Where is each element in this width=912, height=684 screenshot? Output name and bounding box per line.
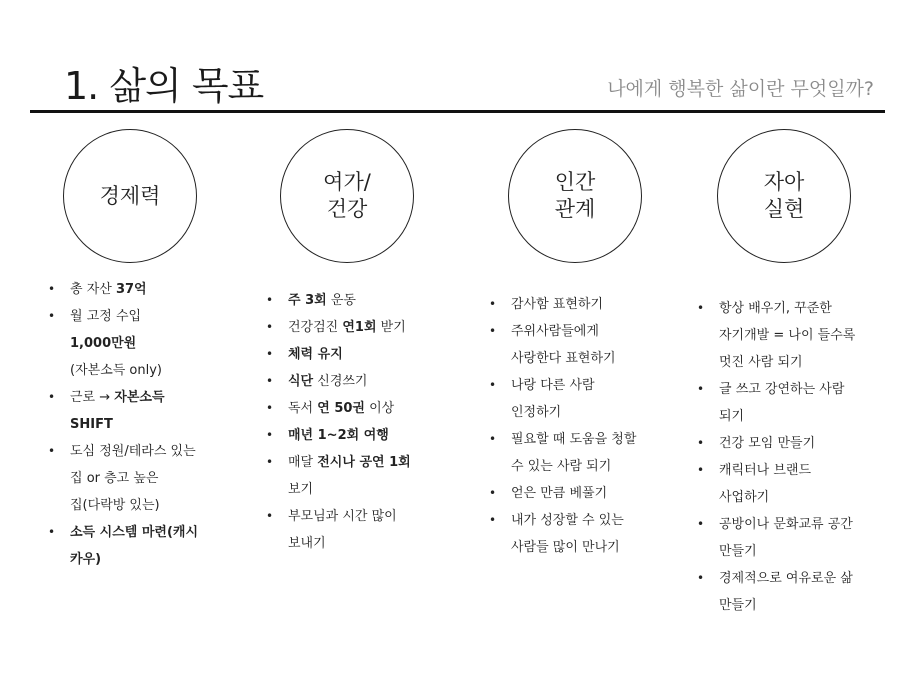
- list-item-text: 자본소득: [114, 390, 165, 405]
- list-item: [489, 372, 689, 426]
- list-item: [697, 565, 897, 619]
- list-item: [266, 422, 466, 449]
- list-item: [489, 291, 689, 318]
- list-item-text: 건강검진: [288, 320, 343, 335]
- list-item-text: 내가 성장할 수 있는: [511, 513, 624, 528]
- circle-relationships: 인간 관계: [508, 129, 642, 263]
- list-item-text: 수 있는 사람 되기: [511, 459, 612, 474]
- list-item-text: 만들기: [719, 544, 757, 559]
- list-item-text: 자기개발 = 나이 들수록: [719, 328, 856, 343]
- list-item-text: 소득 시스템 마련(캐시: [70, 525, 199, 540]
- list-item-text: 집 or 층고 높은: [70, 471, 159, 486]
- list-item: [48, 276, 248, 303]
- list-item: [489, 480, 689, 507]
- list-item: [266, 368, 466, 395]
- page-subtitle: 나에게 행복한 삶이란 무엇일까?: [607, 78, 874, 100]
- list-item: [489, 426, 689, 480]
- list-item: [697, 511, 897, 565]
- list-item-text: 얻은 만큼 베풀기: [511, 486, 608, 501]
- page-title: 1. 삶의 목표: [64, 64, 264, 108]
- list-item-text: 매달: [288, 455, 318, 470]
- list-item: [266, 503, 466, 557]
- list-item-text: 카우): [70, 552, 102, 567]
- list-item: [266, 449, 466, 503]
- list-item-text: 월 고정 수입: [70, 309, 142, 324]
- list-item-text: 멋진 사람 되기: [719, 355, 803, 370]
- list-item: [48, 438, 248, 519]
- list-item-text: 감사함 표현하기: [511, 297, 604, 312]
- list-item-text: 캐릭터나 브랜드: [719, 463, 812, 478]
- list-item-text: 주위사람들에게: [511, 324, 599, 339]
- list-item: [697, 457, 897, 511]
- circle-leisure-health: 여가/ 건강: [280, 129, 414, 263]
- circle-economy: 경제력: [63, 129, 197, 263]
- list-item-text: 나랑 다른 사람: [511, 378, 595, 393]
- list-item: [266, 395, 466, 422]
- list-economy: [48, 276, 248, 573]
- list-item: [697, 376, 897, 430]
- list-item-text: 근로 →: [70, 390, 115, 405]
- list-item-text: 이상: [364, 401, 395, 416]
- list-item-text: 사람들 많이 만나기: [511, 540, 620, 555]
- list-item: [697, 295, 897, 376]
- list-item-text: 연 50권: [317, 401, 365, 416]
- list-item-text: 되기: [719, 409, 745, 424]
- list-item-text: 1,000만원: [70, 336, 137, 351]
- list-item-text: 건강 모임 만들기: [719, 436, 816, 451]
- list-item-text: (자본소득 only): [70, 363, 163, 378]
- list-leisure-health: [266, 287, 466, 557]
- list-item-text: 필요할 때 도움을 청할: [511, 432, 637, 447]
- list-item-text: 총 자산: [70, 282, 116, 297]
- list-item-text: 37억: [115, 282, 147, 297]
- list-item-text: 매년 1~2회 여행: [288, 428, 389, 443]
- list-item-text: 연1회: [342, 320, 377, 335]
- list-item: [266, 341, 466, 368]
- list-item: [266, 287, 466, 314]
- list-item-text: 식단: [288, 374, 314, 389]
- list-item-text: 신경쓰기: [313, 374, 368, 389]
- list-item-text: 주 3회: [288, 293, 327, 308]
- list-item-text: 집(다락방 있는): [70, 498, 160, 513]
- title-divider: [30, 110, 885, 113]
- list-item-text: 공방이나 문화교류 공간: [719, 517, 853, 532]
- list-relationships: [489, 291, 689, 561]
- list-item-text: 항상 배우기, 꾸준한: [719, 301, 832, 316]
- list-item-text: 도심 정원/테라스 있는: [70, 444, 196, 459]
- list-item-text: 사업하기: [719, 490, 770, 505]
- list-item: [48, 303, 248, 384]
- list-item-text: 보내기: [288, 536, 326, 551]
- list-item-text: SHIFT: [70, 417, 113, 432]
- list-item-text: 독서: [288, 401, 318, 416]
- list-item: [489, 507, 689, 561]
- list-item: [48, 384, 248, 438]
- list-item-text: 보기: [288, 482, 314, 497]
- list-item-text: 인정하기: [511, 405, 562, 420]
- list-item: [489, 318, 689, 372]
- list-item: [697, 430, 897, 457]
- circle-self-realization: 자아 실현: [717, 129, 851, 263]
- list-item: [266, 314, 466, 341]
- list-item-text: 사랑한다 표현하기: [511, 351, 616, 366]
- list-item-text: 전시나 공연 1회: [317, 455, 411, 470]
- list-item-text: 부모님과 시간 많이: [288, 509, 397, 524]
- list-self-realization: [697, 295, 897, 619]
- list-item-text: 만들기: [719, 598, 757, 613]
- list-item-text: 체력 유지: [288, 347, 343, 362]
- list-item-text: 글 쓰고 강연하는 사람: [719, 382, 845, 397]
- list-item: [48, 519, 248, 573]
- list-item-text: 받기: [376, 320, 406, 335]
- list-item-text: 경제적으로 여유로운 삶: [719, 571, 853, 586]
- list-item-text: 운동: [326, 293, 356, 308]
